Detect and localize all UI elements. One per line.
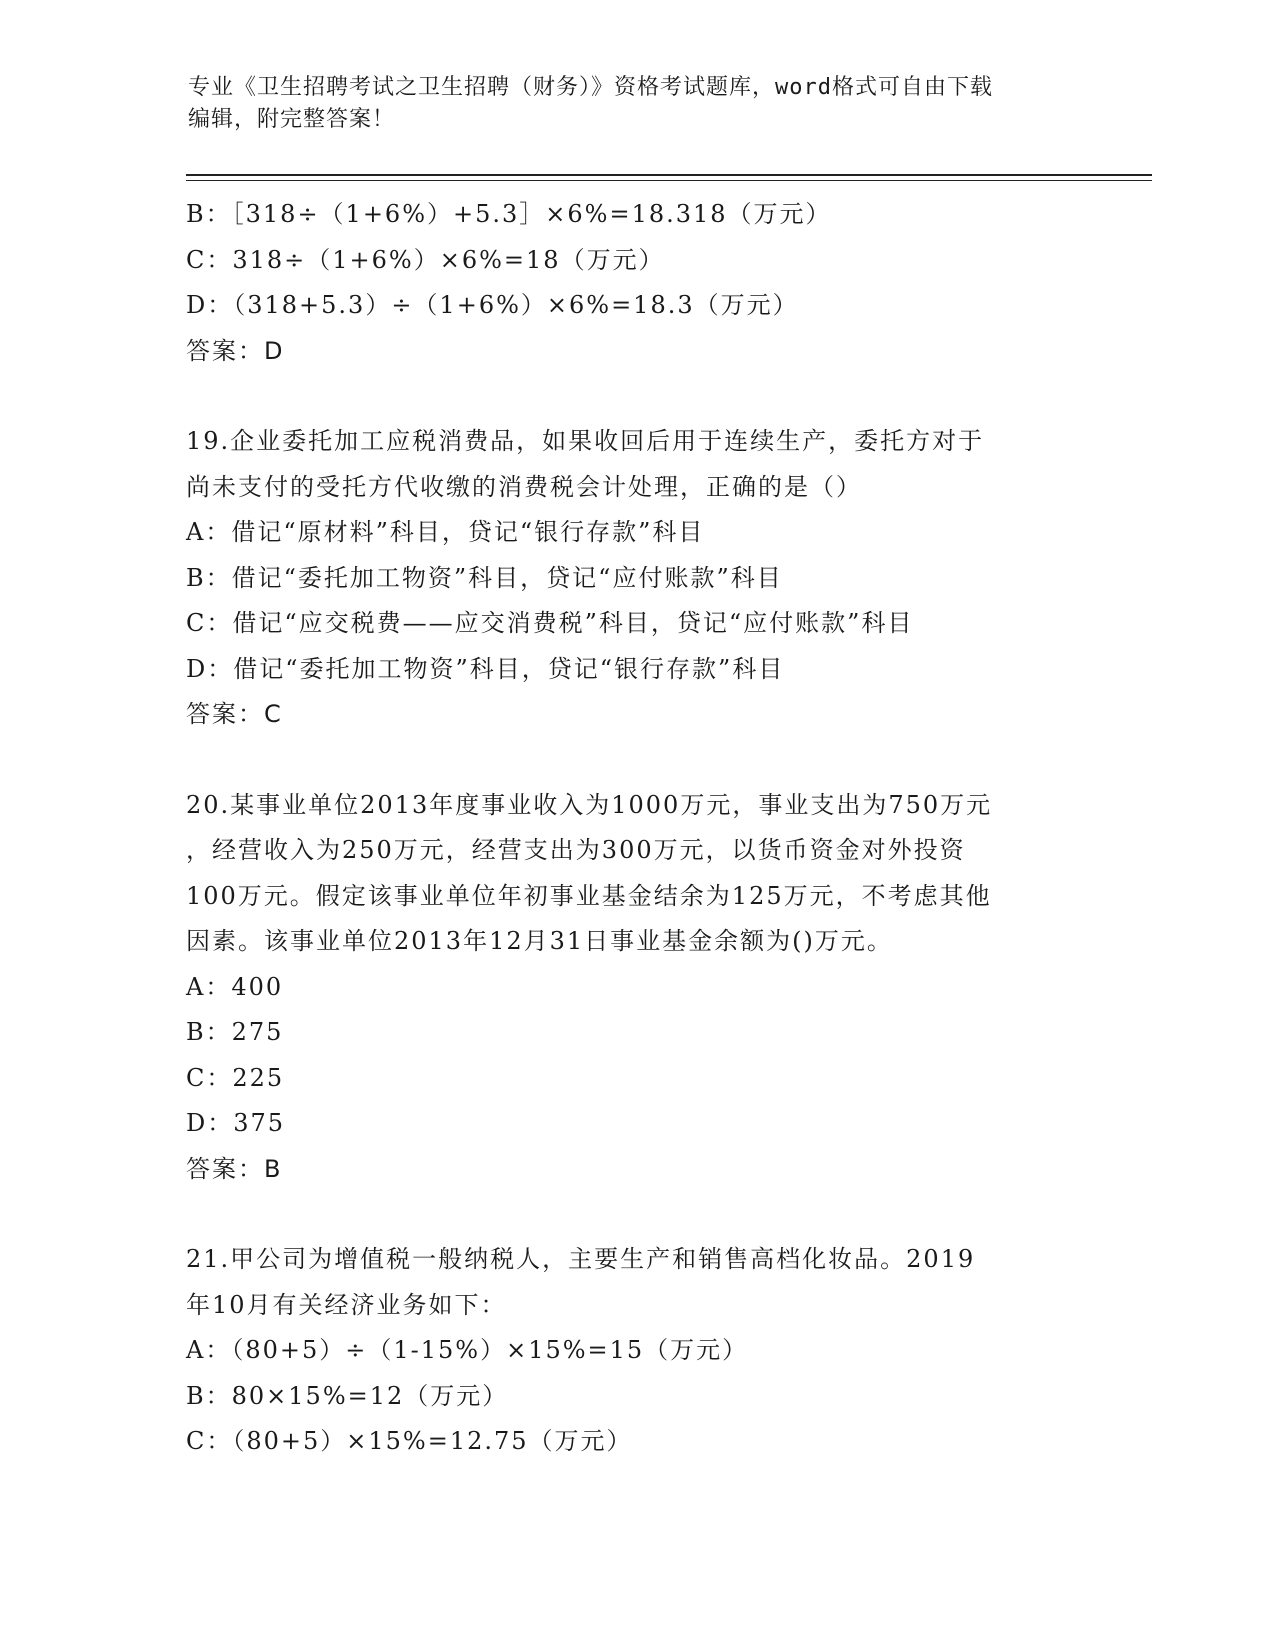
option-a: A：（80+5）÷（1-15%）×15%=15（万元） [186, 1336, 749, 1364]
answer-line: 答案：D [186, 336, 285, 365]
question-stem-line: 年10月有关经济业务如下： [186, 1290, 507, 1319]
question-stem-line: 19.企业委托加工应税消费品，如果收回后用于连续生产，委托方对于 [186, 427, 985, 455]
option-c: C：（80+5）×15%=12.75（万元） [186, 1427, 633, 1455]
doc-header [188, 72, 1088, 136]
spacer [186, 738, 1086, 783]
header-rule-thick [186, 174, 1152, 176]
option-d: D：375 [186, 1109, 286, 1137]
question-stem-line: 20.某事业单位2013年度事业收入为1000万元，事业支出为750万元 [186, 790, 993, 819]
question-stem-line: 尚未支付的受托方代收缴的消费税会计处理，正确的是（） [186, 472, 862, 501]
question-content [186, 192, 1086, 1465]
option-b: B：［318÷（1+6%）+5.3］×6%=18.318（万元） [186, 200, 832, 228]
question-stem-line: 21.甲公司为增值税一般纳税人，主要生产和销售高档化妆品。2019 [186, 1245, 976, 1273]
question-19 [186, 419, 1086, 738]
spacer [186, 1192, 1086, 1237]
option-b: B：275 [186, 1018, 284, 1046]
question-stem-line: 因素。该事业单位2013年12月31日事业基金余额为()万元。 [186, 927, 893, 955]
option-a: A：借记“原材料”科目，贷记“银行存款”科目 [186, 518, 705, 546]
option-c: C：318÷（1+6%）×6%=18（万元） [186, 245, 665, 274]
option-a: A：400 [186, 972, 284, 1001]
question-stem-line: 100万元。假定该事业单位年初事业基金结余为125万元，不考虑其他 [186, 881, 992, 910]
option-c: C：225 [186, 1063, 285, 1092]
prev-question-block [186, 192, 1086, 374]
option-b: B：借记“委托加工物资”科目，贷记“应付账款”科目 [186, 563, 783, 592]
option-b: B：80×15%=12（万元） [186, 1381, 509, 1410]
question-20 [186, 783, 1086, 1193]
option-d: D：（318+5.3）÷（1+6%）×6%=18.3（万元） [186, 291, 799, 319]
answer-line: 答案：C [186, 700, 283, 728]
option-c: C：借记“应交税费——应交消费税”科目，贷记“应付账款”科目 [186, 609, 914, 637]
header-rule-thin [186, 180, 1152, 181]
header-line-1: 专业《卫生招聘考试之卫生招聘（财务）》资格考试题库，word格式可自由下载 [188, 75, 993, 100]
header-line-2: 编辑，附完整答案！ [188, 107, 396, 132]
answer-line: 答案：B [186, 1154, 283, 1183]
option-d: D：借记“委托加工物资”科目，贷记“银行存款”科目 [186, 654, 785, 683]
spacer [186, 374, 1086, 419]
question-21 [186, 1237, 1086, 1465]
question-stem-line: ，经营收入为250万元，经营支出为300万元，以货币资金对外投资 [186, 836, 966, 864]
